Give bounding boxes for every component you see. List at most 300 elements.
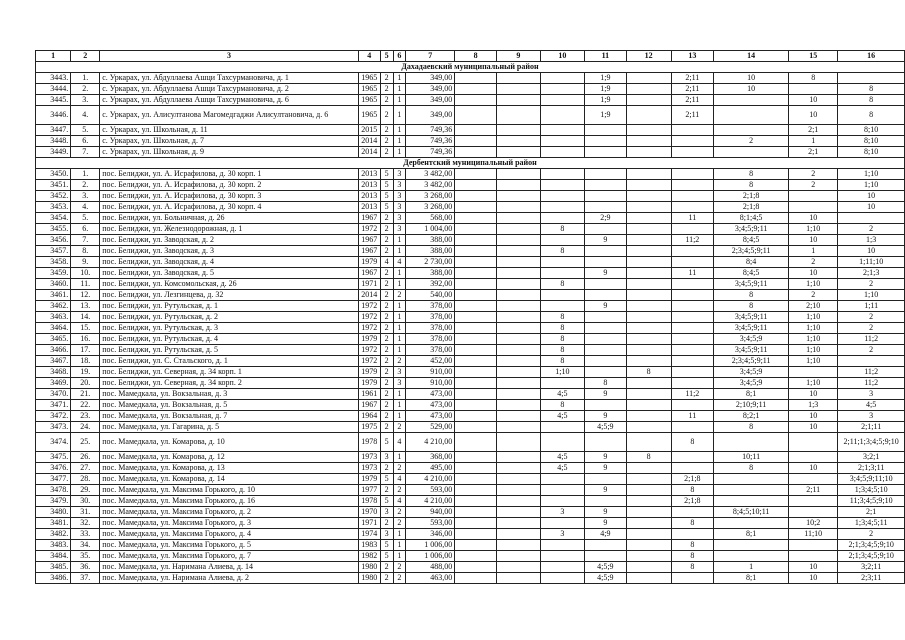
table-cell: 3;4;5;9;11 [714, 224, 789, 235]
table-cell: 3447. [36, 125, 71, 136]
table-cell: 2 [380, 345, 393, 356]
table-cell: 2;3;4;5;9;11 [714, 246, 789, 257]
table-row [36, 334, 905, 345]
table-cell: 1967 [358, 235, 380, 246]
table-cell: 8 [714, 422, 789, 433]
table-cell: 4 [393, 257, 406, 268]
table-cell [540, 125, 584, 136]
table-cell [497, 400, 541, 411]
table-cell [497, 213, 541, 224]
table-cell: 2 [380, 367, 393, 378]
table-cell [540, 147, 584, 158]
table-cell [671, 507, 714, 518]
table-cell: 21. [71, 389, 100, 400]
table-cell: 8 [540, 400, 584, 411]
table-cell: 4 [393, 474, 406, 485]
table-cell: 10 [838, 191, 905, 202]
table-cell [585, 246, 627, 257]
table-cell: 1;10 [789, 356, 838, 367]
table-cell: 3486. [36, 573, 71, 584]
table-cell: 2;10;9;11 [714, 400, 789, 411]
table-cell: 3462. [36, 301, 71, 312]
table-cell: 3;4;5;9;11 [714, 312, 789, 323]
table-row [36, 73, 905, 84]
table-cell: пос. Белиджи, ул. А. Исрафилова, д. 30 корп. 3 [100, 191, 359, 202]
table-cell: 3 268,00 [406, 191, 455, 202]
table-cell: 3455. [36, 224, 71, 235]
table-cell: 5 [380, 169, 393, 180]
table-row [36, 452, 905, 463]
table-cell: 3448. [36, 136, 71, 147]
table-cell: 11;2 [838, 334, 905, 345]
table-cell [626, 312, 671, 323]
table-cell [455, 125, 497, 136]
header-row [36, 51, 905, 62]
table-row [36, 169, 905, 180]
table-cell: 26. [71, 452, 100, 463]
table-cell [455, 106, 497, 125]
table-cell [497, 224, 541, 235]
table-cell: 2 [714, 136, 789, 147]
table-cell: 11 [671, 268, 714, 279]
table-cell: 3;2;11 [838, 562, 905, 573]
table-cell: 34. [71, 540, 100, 551]
table-cell: 3. [71, 191, 100, 202]
table-cell [540, 95, 584, 106]
table-cell: 2;1;8 [714, 202, 789, 213]
table-cell: 3 [393, 213, 406, 224]
table-cell: 2 [838, 529, 905, 540]
table-cell: 10 [789, 562, 838, 573]
table-row [36, 84, 905, 95]
table-cell [497, 485, 541, 496]
table-cell [497, 573, 541, 584]
table-cell: 8;1 [714, 573, 789, 584]
table-cell [455, 345, 497, 356]
table-cell: 8 [838, 106, 905, 125]
table-cell: 1971 [358, 518, 380, 529]
table-cell [455, 367, 497, 378]
table-cell: 2 [380, 95, 393, 106]
table-cell: 9 [585, 389, 627, 400]
table-cell: 24. [71, 422, 100, 433]
table-cell [497, 452, 541, 463]
table-cell: 1975 [358, 422, 380, 433]
table-cell: 2;10 [789, 301, 838, 312]
table-cell [540, 573, 584, 584]
table-cell: 3458. [36, 257, 71, 268]
table-cell [671, 301, 714, 312]
table-cell: 1 006,00 [406, 540, 455, 551]
table-cell: 3;4;5;9;11;10 [838, 474, 905, 485]
table-cell: 2 [380, 213, 393, 224]
table-cell: 8 [714, 169, 789, 180]
table-cell [789, 496, 838, 507]
table-cell: 5. [71, 213, 100, 224]
table-cell [671, 323, 714, 334]
table-row [36, 125, 905, 136]
table-cell [626, 136, 671, 147]
table-cell: 2;9 [585, 213, 627, 224]
table-cell: 1;11 [838, 301, 905, 312]
table-cell: 3449. [36, 147, 71, 158]
table-cell [455, 84, 497, 95]
table-cell: 2013 [358, 191, 380, 202]
table-cell: 3 [393, 378, 406, 389]
table-cell [497, 73, 541, 84]
table-cell [585, 474, 627, 485]
table-cell: 32. [71, 518, 100, 529]
table-cell: 10 [714, 73, 789, 84]
table-cell [626, 400, 671, 411]
table-cell: 10 [789, 268, 838, 279]
table-cell: с. Уркарах, ул. Абдуллаева Ашци Тахсурмановича, д. 1 [100, 73, 359, 84]
table-cell [626, 95, 671, 106]
table-row [36, 290, 905, 301]
table-cell [455, 389, 497, 400]
table-cell [789, 433, 838, 452]
table-cell: пос. Мамедкала, ул. Максима Горького, д. 16 [100, 496, 359, 507]
table-cell: 4 [393, 496, 406, 507]
table-cell: 2 [380, 301, 393, 312]
table-cell: 2 [789, 290, 838, 301]
table-cell [497, 540, 541, 551]
table-cell: 2 [838, 224, 905, 235]
table-cell: с. Уркарах, ул. Школьная, д. 11 [100, 125, 359, 136]
table-cell: 1972 [358, 312, 380, 323]
table-cell: 2 [380, 323, 393, 334]
table-cell: 540,00 [406, 290, 455, 301]
table-cell [455, 400, 497, 411]
table-cell: 1979 [358, 367, 380, 378]
table-cell: 2;1 [789, 147, 838, 158]
table-cell: 1965 [358, 95, 380, 106]
table-cell [455, 246, 497, 257]
table-cell: 8 [838, 95, 905, 106]
table-cell [540, 202, 584, 213]
table-cell [540, 433, 584, 452]
table-cell [540, 518, 584, 529]
table-cell [497, 496, 541, 507]
table-cell: 8;10 [838, 125, 905, 136]
table-cell: 3457. [36, 246, 71, 257]
table-cell: 3 [393, 191, 406, 202]
table-cell: 2;11 [671, 95, 714, 106]
table-cell: 1980 [358, 573, 380, 584]
table-cell: 2;11 [789, 485, 838, 496]
table-cell [497, 202, 541, 213]
table-row [36, 378, 905, 389]
table-cell: 1977 [358, 485, 380, 496]
table-cell: 3470. [36, 389, 71, 400]
table-cell: 2;1;3;11 [838, 463, 905, 474]
table-cell: пос. Белиджи, ул. Рутульская, д. 2 [100, 312, 359, 323]
table-cell: 1;3;4;5;11 [838, 518, 905, 529]
header-cell: 2 [71, 51, 100, 62]
table-cell: 3482. [36, 529, 71, 540]
table-row [36, 279, 905, 290]
table-cell: 11;3;4;5;9;10 [838, 496, 905, 507]
table-cell [540, 474, 584, 485]
table-cell [540, 268, 584, 279]
table-row [36, 422, 905, 433]
table-cell: 2 [380, 463, 393, 474]
table-cell: 4;5;9 [585, 422, 627, 433]
table-cell: 8;2;1 [714, 411, 789, 422]
table-cell [540, 562, 584, 573]
table-cell: пос. Мамедкала, ул. Максима Горького, д. 5 [100, 540, 359, 551]
table-cell: пос. Белиджи, ул. Лезгинцева, д. 32 [100, 290, 359, 301]
table-cell: 3460. [36, 279, 71, 290]
table-cell: 8 [789, 73, 838, 84]
table-cell: 1978 [358, 496, 380, 507]
table-cell: 3483. [36, 540, 71, 551]
table-cell: 19. [71, 367, 100, 378]
table-cell: 10;2 [789, 518, 838, 529]
table-cell: 1 [393, 235, 406, 246]
table-cell [585, 169, 627, 180]
table-cell: 8;1 [714, 389, 789, 400]
table-cell: 8 [714, 290, 789, 301]
table-cell: 378,00 [406, 334, 455, 345]
table-row [36, 136, 905, 147]
table-cell [626, 235, 671, 246]
table-cell [497, 147, 541, 158]
table-cell: пос. Мамедкала, ул. Максима Горького, д. 3 [100, 518, 359, 529]
table-cell [497, 422, 541, 433]
table-row [36, 356, 905, 367]
table-cell: пос. Мамедкала, ул. Комарова, д. 10 [100, 433, 359, 452]
table-cell: 1;9 [585, 84, 627, 95]
table-cell: 8;1 [714, 529, 789, 540]
table-cell: 568,00 [406, 213, 455, 224]
table-cell: 2 [789, 169, 838, 180]
table-cell: 8 [714, 180, 789, 191]
table-cell: 378,00 [406, 345, 455, 356]
table-cell: 8 [540, 334, 584, 345]
table-cell: 8 [671, 562, 714, 573]
table-cell: 749,36 [406, 147, 455, 158]
table-cell [455, 169, 497, 180]
table-row [36, 562, 905, 573]
table-cell: 3 268,00 [406, 202, 455, 213]
table-cell: 346,00 [406, 529, 455, 540]
table-cell: 3465. [36, 334, 71, 345]
table-cell [497, 334, 541, 345]
table-cell [455, 147, 497, 158]
table-cell [455, 433, 497, 452]
table-cell: 9 [585, 518, 627, 529]
table-cell: 4;5;9 [585, 562, 627, 573]
table-cell [789, 191, 838, 202]
table-cell: 1 [393, 529, 406, 540]
table-cell [626, 147, 671, 158]
table-cell [671, 147, 714, 158]
table-cell [626, 422, 671, 433]
table-cell: 2 [380, 389, 393, 400]
table-cell: 1967 [358, 268, 380, 279]
table-cell [540, 73, 584, 84]
table-cell [455, 73, 497, 84]
table-cell: 1;9 [585, 95, 627, 106]
table-cell: 3;2;1 [838, 452, 905, 463]
table-cell: 2014 [358, 147, 380, 158]
table-cell [585, 147, 627, 158]
table-cell [455, 551, 497, 562]
table-cell: 1;11;10 [838, 257, 905, 268]
table-cell [455, 518, 497, 529]
table-cell [455, 213, 497, 224]
table-cell [585, 312, 627, 323]
table-cell [455, 356, 497, 367]
table-cell: 1;3 [838, 235, 905, 246]
table-cell: 2 [380, 485, 393, 496]
table-cell: 2;3;11 [838, 573, 905, 584]
table-cell [540, 540, 584, 551]
table-cell: 3444. [36, 84, 71, 95]
table-cell: 6. [71, 136, 100, 147]
table-cell: пос. Белиджи, ул. А. Исрафилова, д. 30 корп. 1 [100, 169, 359, 180]
table-cell: 4;5 [540, 452, 584, 463]
table-cell: 2 [393, 562, 406, 573]
table-row [36, 389, 905, 400]
table-cell [497, 433, 541, 452]
table-cell: 3481. [36, 518, 71, 529]
table-cell [626, 334, 671, 345]
section-row [36, 62, 905, 73]
table-cell [626, 73, 671, 84]
table-cell: 2;1;8 [671, 496, 714, 507]
table-cell: 8 [540, 323, 584, 334]
table-cell: 3466. [36, 345, 71, 356]
table-cell: 22. [71, 400, 100, 411]
table-cell: 1 [393, 551, 406, 562]
table-cell: 3456. [36, 235, 71, 246]
table-cell: 1979 [358, 474, 380, 485]
table-cell: с. Уркарах, ул. Школьная, д. 9 [100, 147, 359, 158]
table-cell: 1982 [358, 551, 380, 562]
table-cell: 1;10 [838, 169, 905, 180]
table-cell: 1 [393, 125, 406, 136]
table-cell [585, 356, 627, 367]
table-cell: 1 [393, 389, 406, 400]
table-cell: 2 [380, 268, 393, 279]
table-cell: 1972 [358, 224, 380, 235]
table-cell: 4. [71, 202, 100, 213]
table-cell [714, 485, 789, 496]
table-cell: пос. Белиджи, ул. Рутульская, д. 4 [100, 334, 359, 345]
table-cell [455, 485, 497, 496]
table-cell: с. Уркарах, ул. Алисултанова Магомедгаджи Алисултановича, д. 6 [100, 106, 359, 125]
table-cell: 2 [393, 463, 406, 474]
table-cell [671, 136, 714, 147]
table-cell: 2015 [358, 125, 380, 136]
table-cell: 3478. [36, 485, 71, 496]
table-cell: 529,00 [406, 422, 455, 433]
table-cell [789, 474, 838, 485]
table-cell [626, 84, 671, 95]
table-cell: 9 [585, 452, 627, 463]
table-cell [497, 84, 541, 95]
table-cell: 37. [71, 573, 100, 584]
table-cell: пос. Белиджи, ул. С. Стальского, д. 1 [100, 356, 359, 367]
table-cell [671, 202, 714, 213]
table-cell: 3 [393, 224, 406, 235]
table-cell: пос. Белиджи, ул. Заводская, д. 5 [100, 268, 359, 279]
table-cell: 1965 [358, 73, 380, 84]
table-cell [455, 279, 497, 290]
table-cell [455, 422, 497, 433]
table-cell: 10 [789, 411, 838, 422]
table-cell: 8 [671, 551, 714, 562]
table-cell [497, 389, 541, 400]
table-cell: 2 [838, 323, 905, 334]
table-cell: пос. Мамедкала, ул. Максима Горького, д. 4 [100, 529, 359, 540]
table-cell: 3473. [36, 422, 71, 433]
table-cell: 3477. [36, 474, 71, 485]
table-cell: 9 [585, 507, 627, 518]
table-cell: 1979 [358, 378, 380, 389]
table-cell [497, 246, 541, 257]
table-cell: 2;1 [789, 125, 838, 136]
table-cell: 1965 [358, 84, 380, 95]
table-row [36, 540, 905, 551]
table-cell [497, 345, 541, 356]
table-cell [540, 106, 584, 125]
table-row [36, 323, 905, 334]
table-cell: 1;10 [789, 323, 838, 334]
table-cell: пос. Белиджи, ул. Комсомольская, д. 26 [100, 279, 359, 290]
table-cell: 2;1;8 [671, 474, 714, 485]
table-cell [626, 213, 671, 224]
header-cell: 10 [540, 51, 584, 62]
table-cell: 5 [380, 191, 393, 202]
table-cell [540, 551, 584, 562]
table-cell: пос. Белиджи, ул. Заводская, д. 2 [100, 235, 359, 246]
table-cell: пос. Белиджи, ул. Рутульская, д. 5 [100, 345, 359, 356]
table-cell: 1 [393, 106, 406, 125]
table-cell: 10 [789, 389, 838, 400]
table-cell [497, 301, 541, 312]
table-cell [497, 95, 541, 106]
table-cell: 1961 [358, 389, 380, 400]
table-cell [671, 356, 714, 367]
table-cell [585, 400, 627, 411]
table-cell: 2 [380, 106, 393, 125]
table-cell [671, 422, 714, 433]
table-cell [585, 334, 627, 345]
table-cell: 3;4;5;9 [714, 334, 789, 345]
table-cell: 5 [380, 433, 393, 452]
table-cell: 1 [393, 411, 406, 422]
table-cell: 2 [380, 400, 393, 411]
table-cell: 392,00 [406, 279, 455, 290]
table-cell: 349,00 [406, 95, 455, 106]
table-cell [714, 433, 789, 452]
table-cell: 1980 [358, 562, 380, 573]
table-cell: 13. [71, 301, 100, 312]
table-cell [455, 562, 497, 573]
section-title: Дербентский муниципальный район [36, 158, 905, 169]
table-cell [626, 279, 671, 290]
table-cell [540, 191, 584, 202]
table-cell: 9 [585, 268, 627, 279]
table-cell: 3 [380, 507, 393, 518]
table-cell [671, 573, 714, 584]
table-cell [626, 323, 671, 334]
table-cell: 8 [626, 452, 671, 463]
table-cell: 2 [380, 224, 393, 235]
